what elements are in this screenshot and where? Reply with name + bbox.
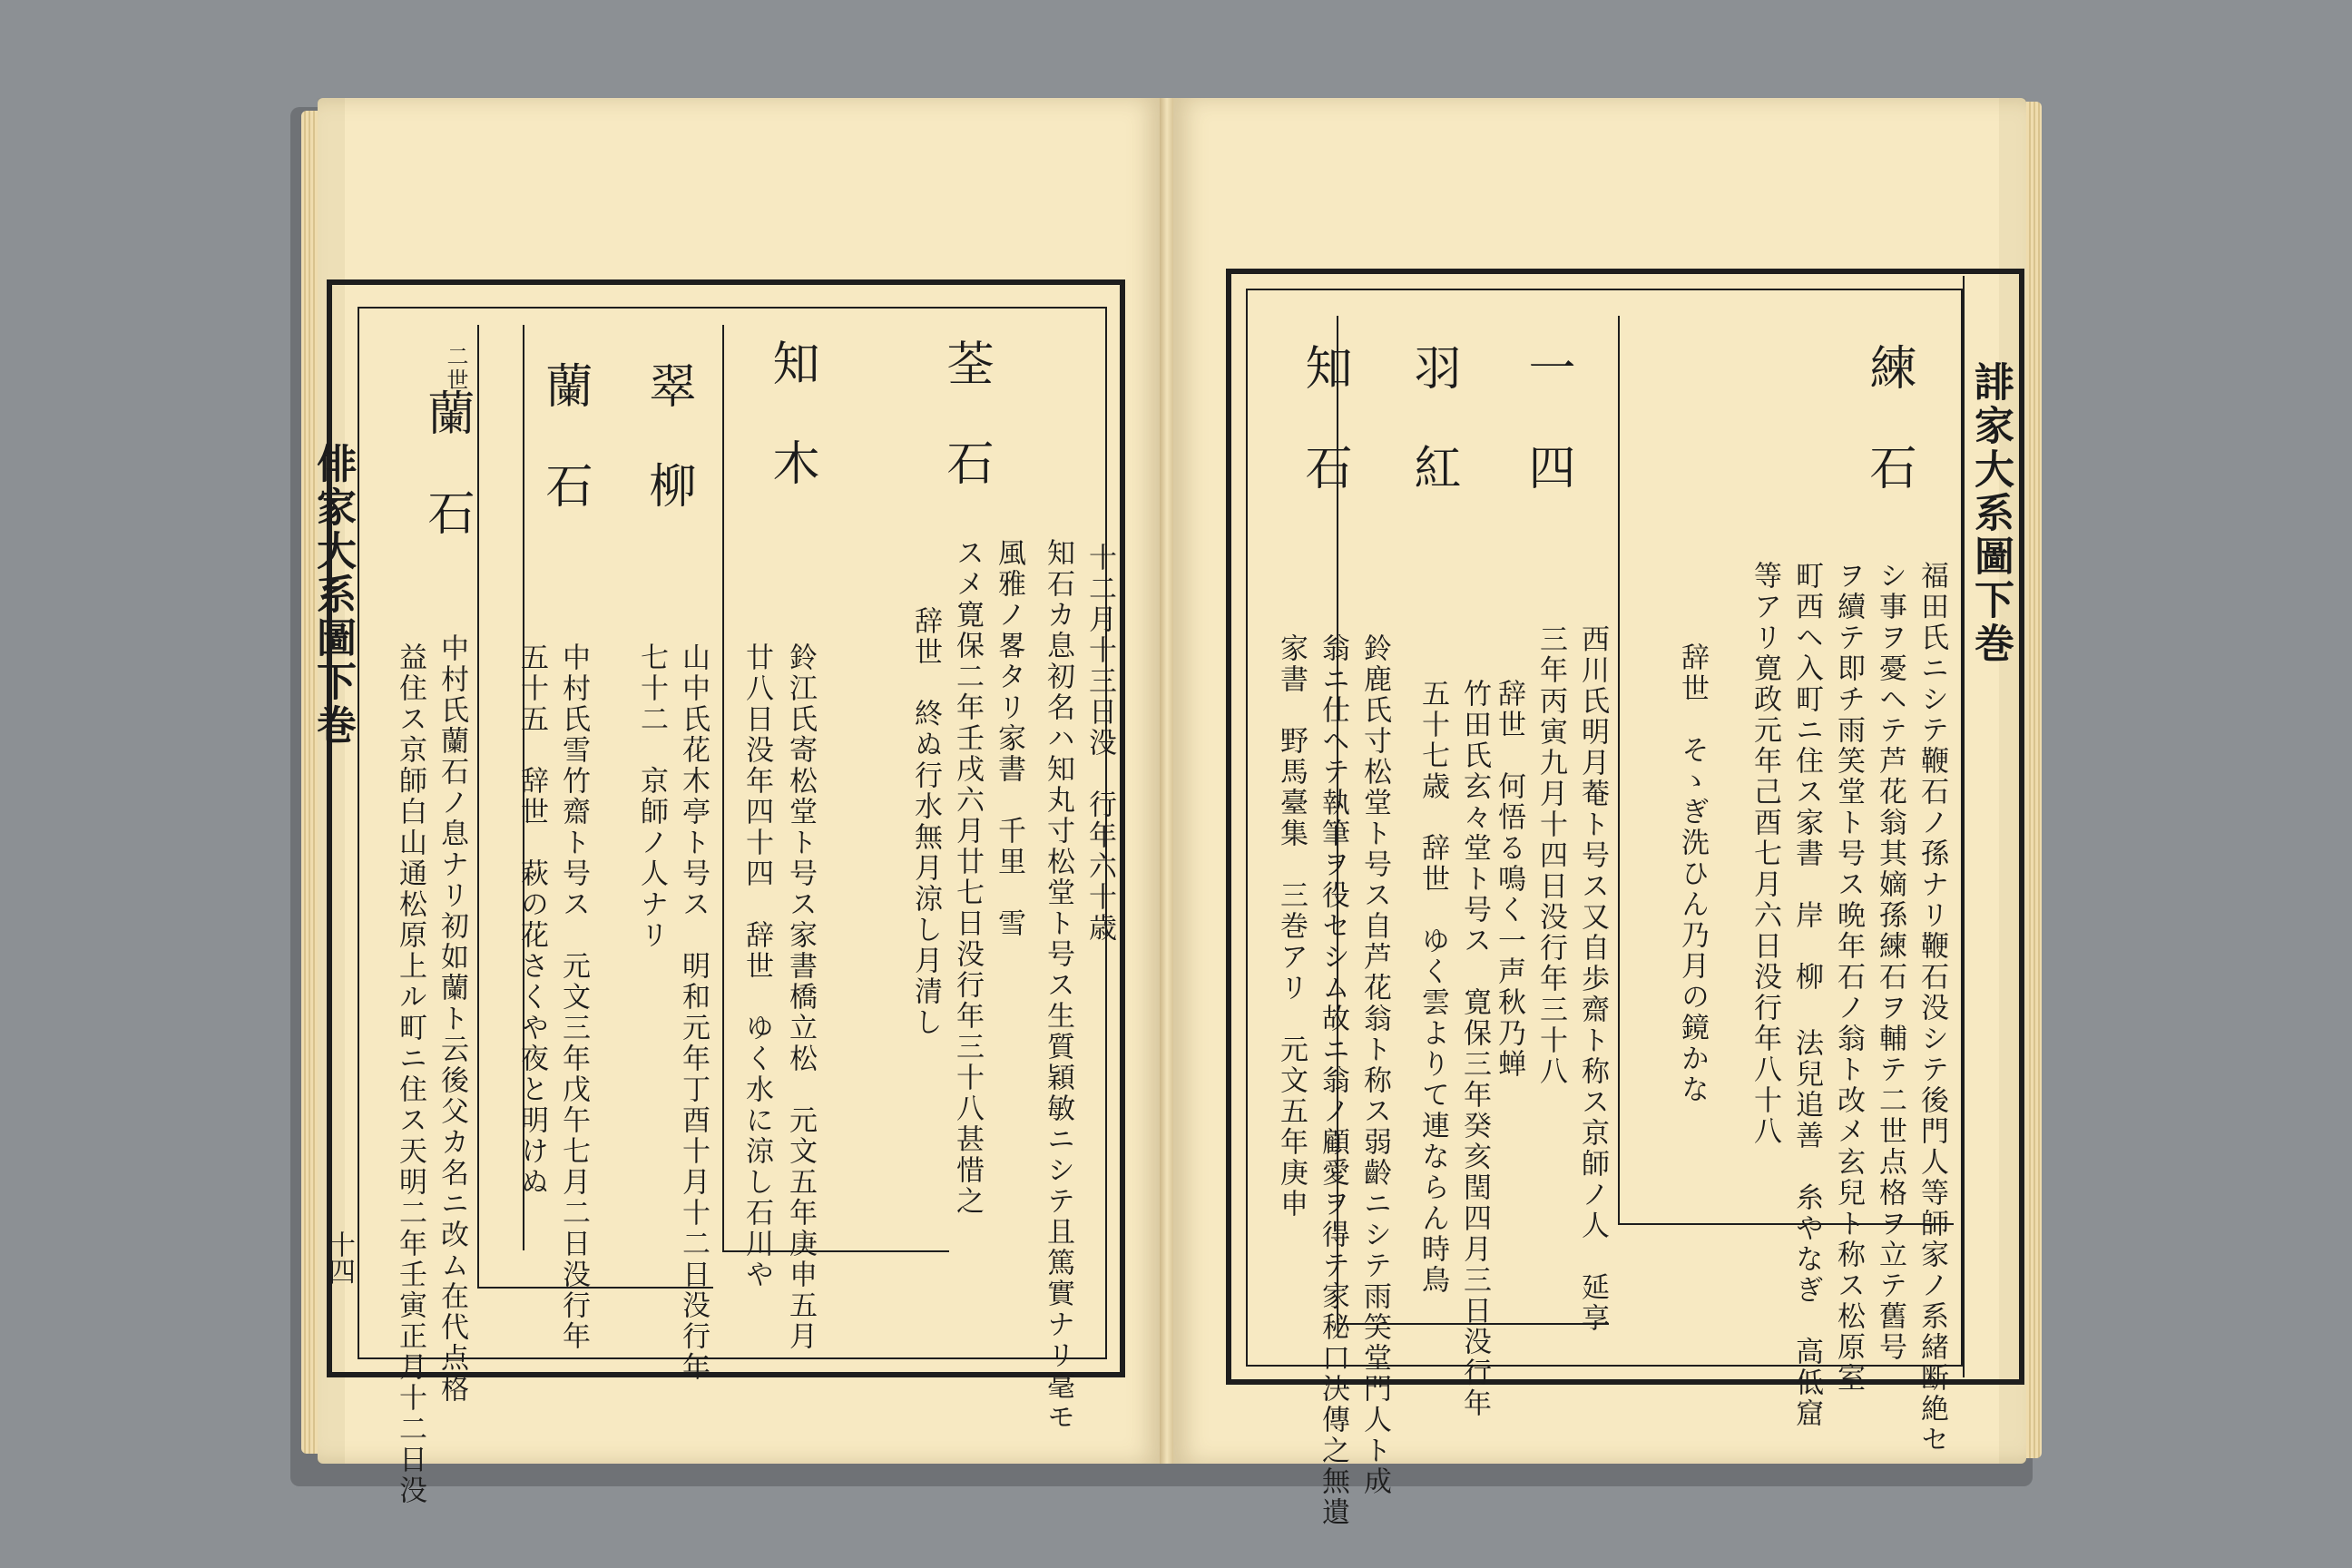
entry-name-chi-seki: 知石 <box>1297 343 1351 543</box>
entry-line: スメ寛保二年壬戌六月廿七日没行年三十八甚惜之 <box>951 538 984 1217</box>
entry-line: 風雅ノ畧タリ家書 千里 雪 <box>993 538 1025 939</box>
entry-line: 知石カ息初名ハ知丸寸松堂ト号ス生質穎敏ニシテ且篤實ナリ毫モ <box>1042 538 1074 1433</box>
entry-line: 辞世 何悟る鳴く一声秋乃蝉 <box>1493 679 1525 1080</box>
entry-line: 西川氏明月菴ト号ス又自歩齋ト称ス京師ノ人 延享 <box>1576 624 1609 1334</box>
entry-name-chi-boku: 知木 <box>764 338 818 538</box>
left-spine-title: 俳家大系圖下巻 <box>309 443 356 748</box>
entry-name-ran-seki: 蘭石 <box>537 361 592 561</box>
entry-line: 家書 野馬臺集 三巻アリ 元文五年庚申 <box>1275 633 1308 1220</box>
entry-line: 十二月十三日没 行年六十歳 <box>1083 543 1116 944</box>
entry-line: 鈴鹿氏寸松堂ト号ス自芦花翁ト称ス弱齡ニシテ雨笑堂門人ト成 <box>1358 633 1391 1497</box>
entry-line: 益住ス京師白山通松原上ル町ニ住ス天明二年壬寅正月十二日没 <box>394 642 426 1506</box>
entry-line: 廿八日没年四十四 辞世 ゆく水に涼し石川や <box>740 642 773 1290</box>
entry-line: ヲ續テ即チ雨笑堂ト号ス晩年石ノ翁ト改メ玄兒ト称ス松原室 <box>1832 561 1865 1394</box>
entry-line: 福田氏ニシテ鞭石ノ孫ナリ鞭石没シテ後門人等師家ノ系緒断絶セ <box>1916 561 1948 1455</box>
entry-line: 中村氏蘭石ノ息ナリ初如蘭ト云後父カ名ニ改ム在代点格 <box>436 633 468 1405</box>
entry-line: シ事ヲ憂ヘテ芦花翁其嫡孫練石ヲ輔テ二世点格ヲ立テ舊号 <box>1874 561 1906 1363</box>
entry-name-ren-seki: 練石 <box>1861 343 1916 543</box>
entry-line: 七十二 京師ノ人ナリ <box>635 642 668 951</box>
entry-line: 五十七歳 辞世 ゆく雲よりて連ならん時鳥 <box>1416 679 1449 1296</box>
entry-line: 三年丙寅九月十四日没行年三十八 <box>1534 624 1567 1087</box>
right-divider-1 <box>1618 316 1620 1223</box>
entry-line: 辞世 そゝぎ洗ひん乃月の鏡かな <box>1676 642 1709 1105</box>
entry-line: 山中氏花木亭ト号ス 明和元年丁酉十月十二日没行年 <box>677 642 710 1383</box>
entry-name-u-kou: 羽紅 <box>1406 343 1460 543</box>
entry-line: 翁ニ仕ヘテ執筆ヲ役セシム故ニ翁ノ顧愛ヲ得テ家秘口決傳之無遺 <box>1317 633 1349 1528</box>
left-page-number: 十四 <box>323 1230 355 1285</box>
right-spine-rule <box>1963 276 1965 1377</box>
entry-line: 五十五 辞世 萩の花さくや夜と明けぬ <box>515 642 548 1198</box>
entry-line: 鈴江氏寄松堂ト号ス家書橋立松 元文五年庚申五月 <box>784 642 817 1352</box>
right-spine-title: 誹家大系圖下巻 <box>1967 361 2014 666</box>
entry-line: 町西ヘ入町ニ住ス家書 岸 柳 法兒追善 糸やなぎ 高低窟 <box>1790 561 1823 1429</box>
right-page <box>1173 98 2026 1528</box>
entry-generation-label: 二世 <box>443 345 468 392</box>
entry-line: 中村氏雪竹齋ト号ス 元文三年戊午七月二日没行年 <box>557 642 590 1352</box>
left-page <box>309 98 1161 1506</box>
left-divider-3 <box>477 325 479 1287</box>
entry-name-ran-seki-ii: 蘭石 <box>419 388 474 588</box>
entry-name-ichi-shi: 一四 <box>1520 343 1574 543</box>
entry-line: 等アリ寛政元年己酉七月六日没行年八十八 <box>1749 561 1781 1147</box>
entry-line: 竹田氏玄々堂ト号ス 寛保三年癸亥閏四月三日没行年 <box>1458 679 1491 1419</box>
entry-line: 辞世 終ぬ行水無月涼し月清し <box>909 606 942 1038</box>
entry-name-sen-seki: 荃石 <box>938 338 993 538</box>
entry-name-sui-ryu: 翠柳 <box>641 361 695 561</box>
left-divider-1 <box>722 325 724 1250</box>
